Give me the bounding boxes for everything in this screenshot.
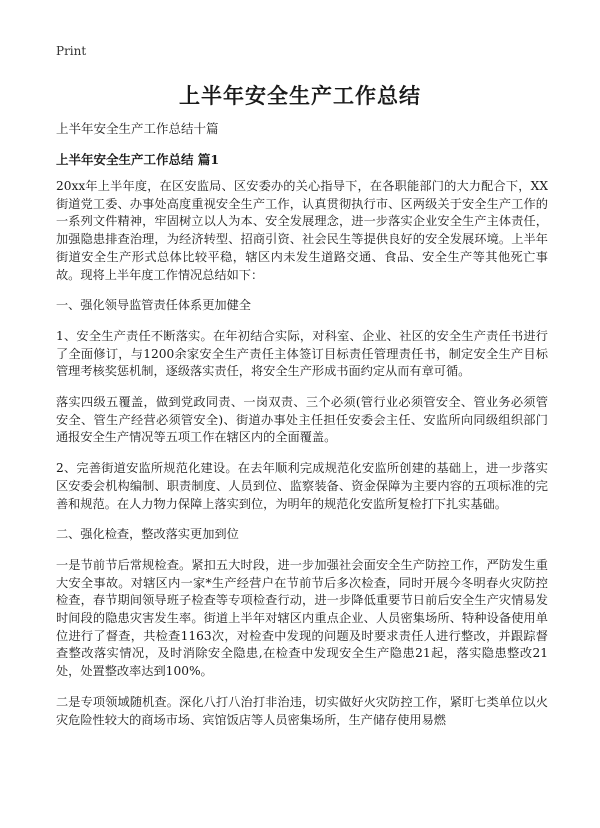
document-subtitle: 上半年安全生产工作总结十篇: [56, 121, 219, 136]
document-body: [56, 178, 548, 742]
paragraph-routine-inspection: 一是节前节后常规检查。紧扣五大时段，进一步加强社会面安全生产防控工作，严防发生重大安全事故。对辖区内一家*生产经营户在节前节后多次检查，同时开展今冬明春火灾防控检查，春节期间领导班子检查等专项检查行动，进一步降低重要节日前后安全生产灾情易发时间段的隐患灾害发生率。街道上半年对辖区内重点企业、人员密集场所、特种设备使用单位进行了督查，共检查1163次，对检查中发现的问题及时要求责任人进行整改，并跟踪督查整改落实情况，及时消除安全隐患,在检查中发现安全生产隐患21起，落实隐患整改21处，处置整改率达到100%。: [56, 557, 548, 679]
print-label: Print: [56, 44, 87, 58]
section-heading-2: 二、强化检查，整改落实更加到位: [56, 527, 239, 542]
paragraph-responsibility: 1、安全生产责任不断落实。在年初结合实际，对科室、企业、社区的安全生产责任书进行了全面修订，与1200余家安全生产责任主体签订目标责任管理责任书，制定安全生产目标管理考核奖惩机制，逐级落实责任，将安全生产形成书面约定从而有章可循。: [56, 328, 548, 379]
paragraph-intro: 20xx年上半年度，在区安监局、区安委办的关心指导下，在各职能部门的大力配合下，XX街道党工委、办事处高度重视安全生产工作，认真贯彻执行市、区两级关于安全生产工作的一系列文件精神，牢固树立以人为本、安全发展理念，进一步落实企业安全生产主体责任，加强隐患排查治理，为经济转型、招商引资、社会民生等提供良好的安全发展环境。上半年街道安全生产形式总体比较平稳，辖区内未发生道路交通、食品、安全生产等其他死亡事故。现将上半年度工作情况总结如下：: [56, 179, 548, 282]
paragraph-standardization: 2、完善街道安监所规范化建设。在去年顺利完成规范化安监所创建的基础上，进一步落实区安委会机构编制、职责制度、人员到位、监察装备、资金保障为主要内容的五项标准的完善和规范。在人力物力保障上落实到位，为明年的规范化安监所复检打下扎实基础。: [56, 461, 548, 511]
article-title: 上半年安全生产工作总结 篇1: [56, 152, 220, 167]
section-heading-1: 一、强化领导监管责任体系更加健全: [56, 298, 251, 313]
paragraph-coverage: 落实四级五覆盖，做到党政同责、一岗双责、三个必须(管行业必须管安全、管业务必须管安全、管生产经营必须管安全)、街道办事处主任担任安委会主任、安监所向同级组织部门通报安全生产情况等五项工作在辖区内的全面覆盖。: [56, 395, 548, 445]
page-title: 上半年安全生产工作总结: [179, 83, 421, 108]
paragraph-special-inspection: 二是专项领域随机查。深化八打八治打非治违，切实做好火灾防控工作，紧盯七类单位以火灾危险性较大的商场市场、宾馆饭店等人员密集场所，生产储存使用易燃: [56, 694, 548, 727]
